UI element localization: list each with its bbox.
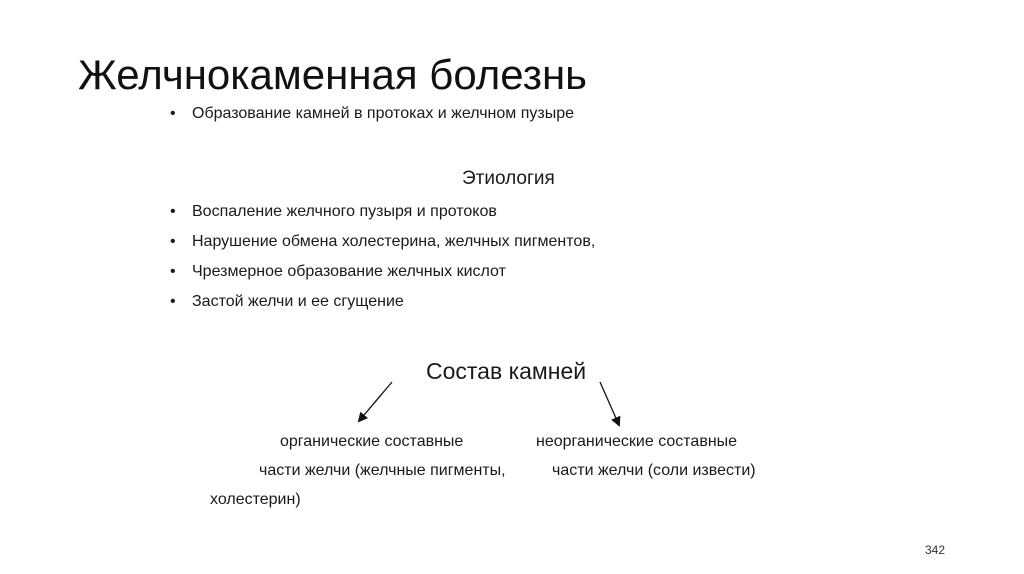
bullet-text: Воспаление желчного пузыря и протоков (192, 203, 497, 220)
organic-line2: части желчи (желчные пигменты, (259, 462, 506, 479)
inorganic-line1: неорганические составные (536, 433, 738, 450)
bullet-icon: • (170, 105, 176, 122)
bullet-text: Образование камней в протоках и желчном пузыре (192, 105, 575, 122)
bullet-text: Нарушение обмена холестерина, желчных пигментов, (192, 233, 596, 250)
etiology-heading: Этиология (462, 168, 555, 189)
slide-title: Желчнокаменная болезнь (78, 51, 588, 98)
organic-line3: холестерин) (210, 491, 301, 508)
bullet-icon: • (170, 293, 176, 310)
organic-line1: органические составные (280, 433, 464, 450)
bullet-text: Застой желчи и ее сгущение (192, 293, 404, 310)
composition-heading: Состав камней (426, 358, 587, 384)
bullet-icon: • (170, 263, 176, 280)
arrow-left-icon (359, 382, 392, 421)
page-number: 342 (925, 543, 946, 557)
arrow-right-icon (600, 382, 619, 425)
bullet-icon: • (170, 233, 176, 250)
bullet-icon: • (170, 203, 176, 220)
inorganic-line2: части желчи (соли извести) (552, 462, 756, 479)
bullet-text: Чрезмерное образование желчных кислот (192, 263, 506, 280)
